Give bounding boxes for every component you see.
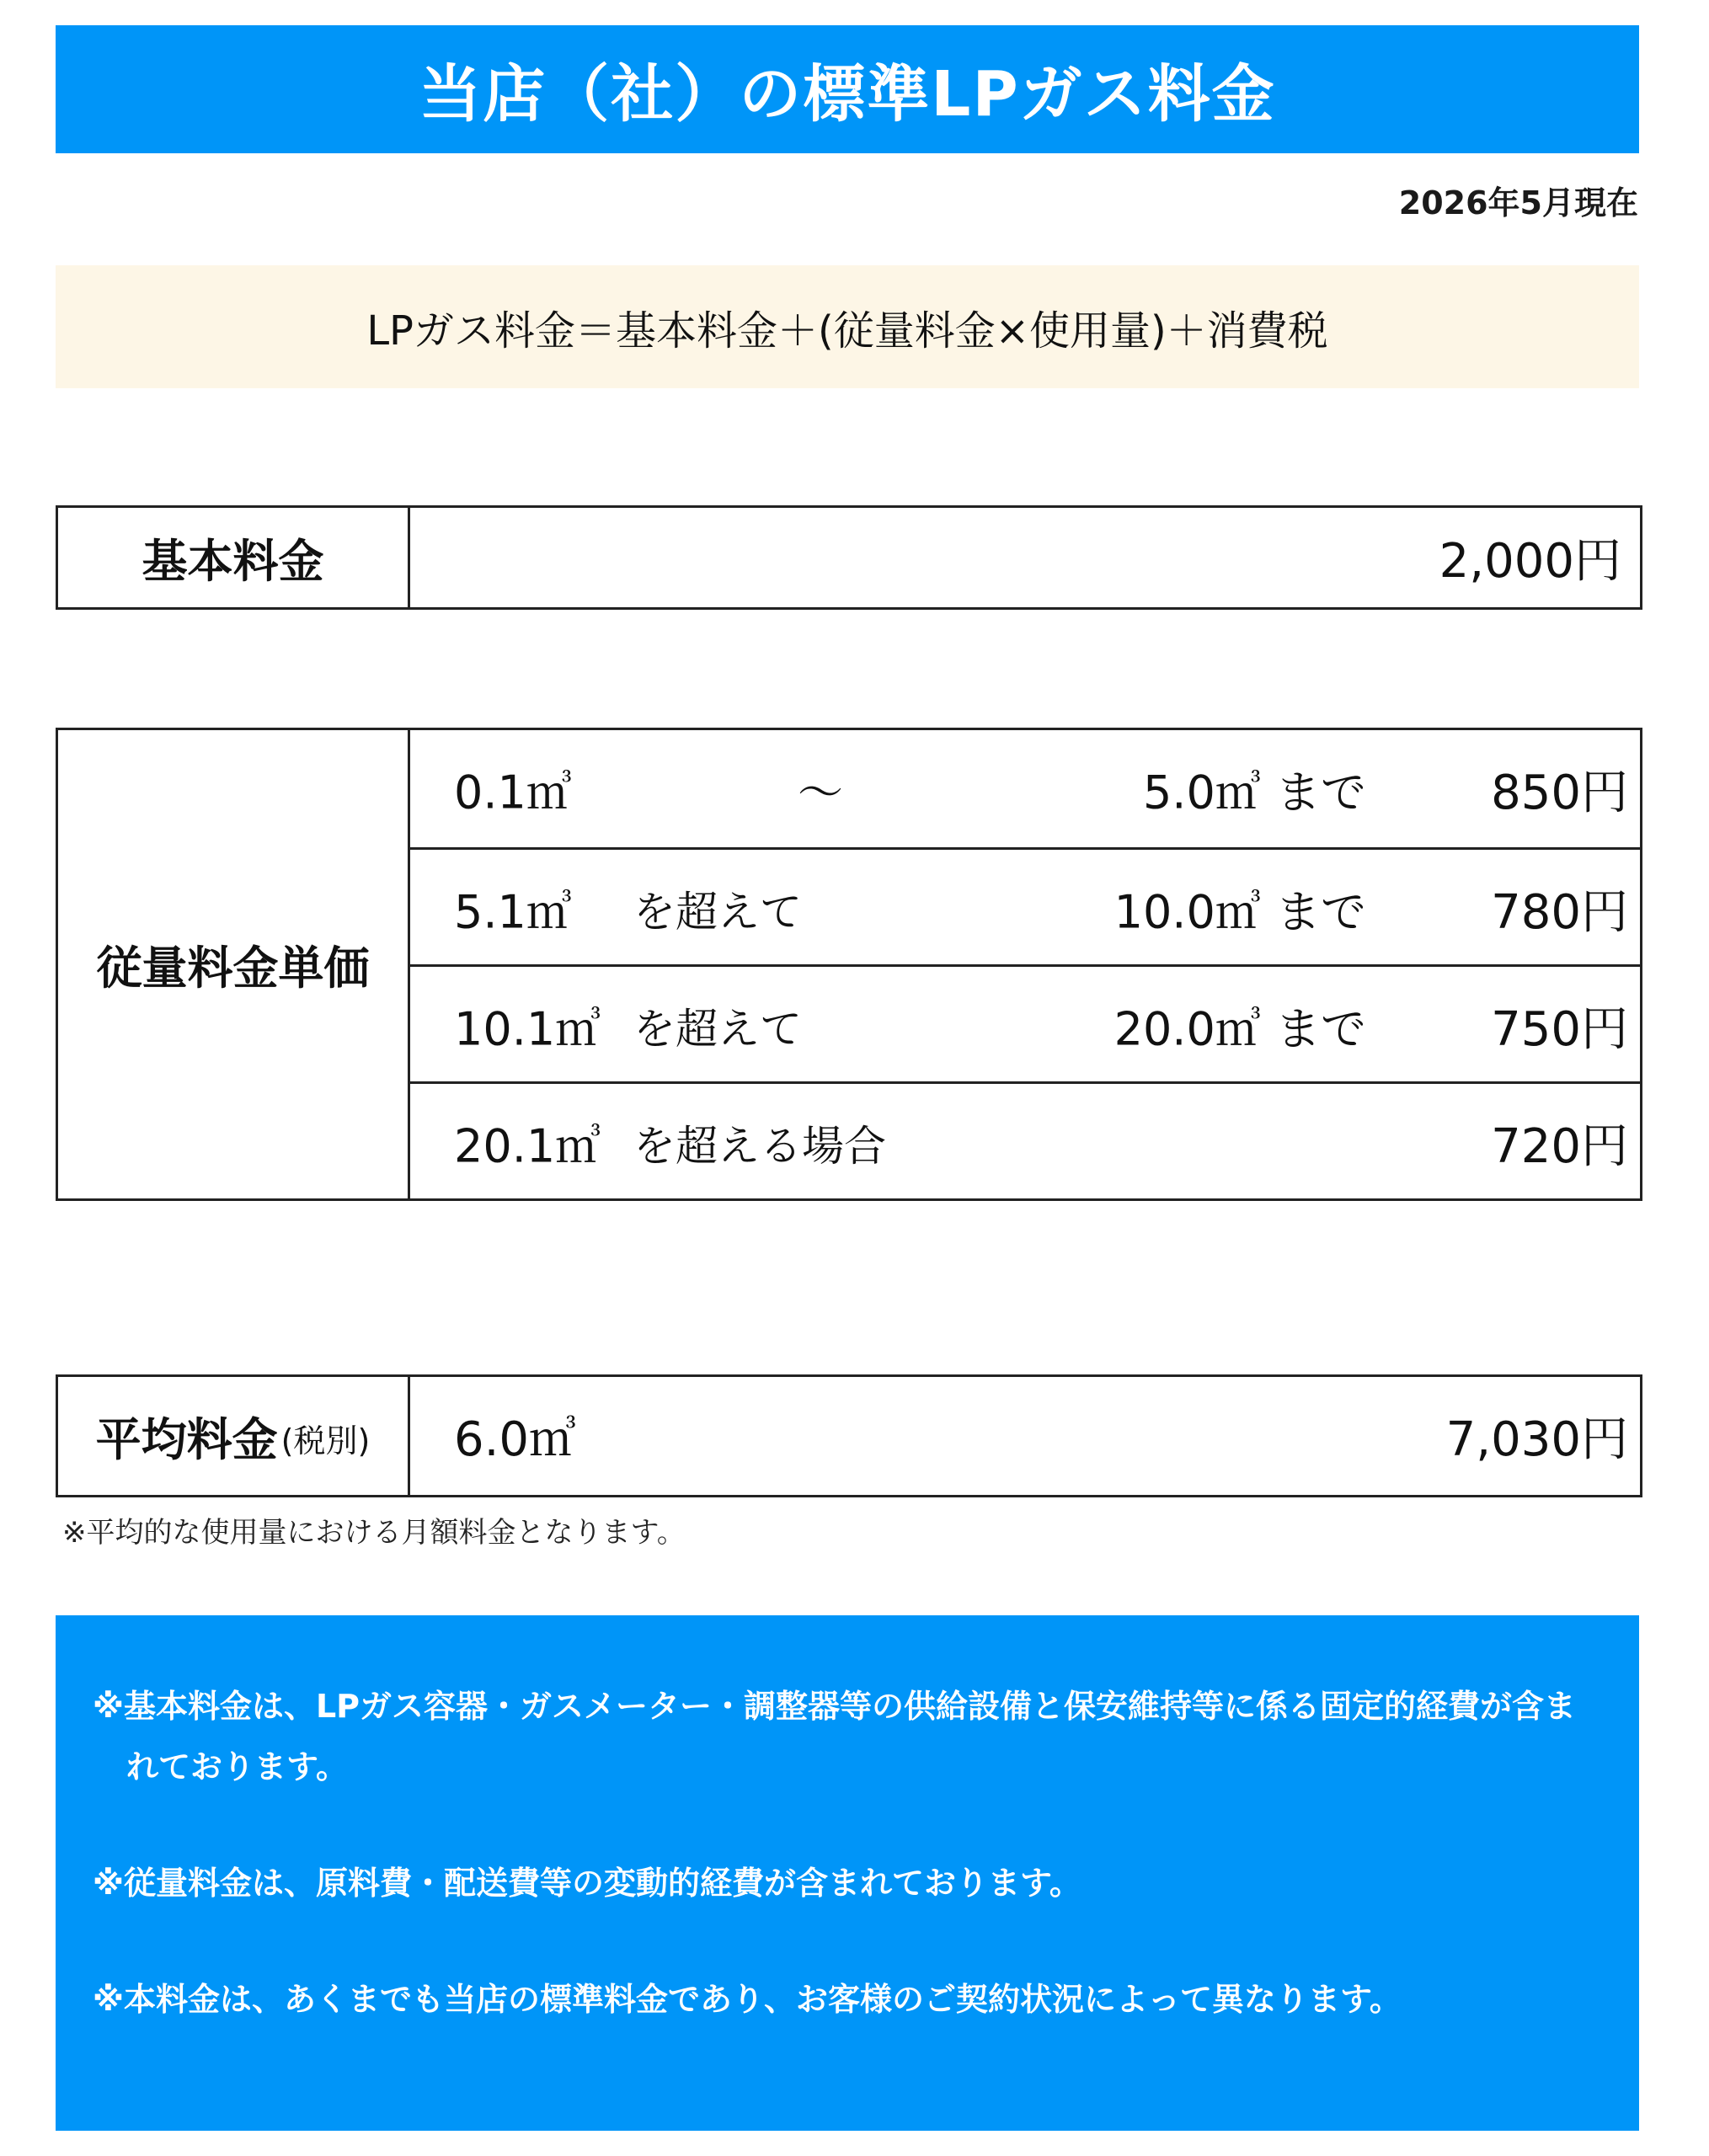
tier-to: 10.0㎥ まで [1114,885,1366,938]
tier-from: 0.1㎥ [454,766,572,819]
tier-from: 10.1㎥ [454,1002,601,1055]
tier-from: 20.1㎥ [454,1119,601,1172]
tier-from: 5.1㎥ [454,885,572,938]
pricing-formula: LPガス料金＝基本料金＋(従量料金×使用量)＋消費税 [56,265,1639,388]
average-price: 7,030円 [1445,1412,1628,1467]
average-volume: 6.0㎥ [454,1412,577,1467]
usage-tier-row [410,730,1640,847]
note-basic-fee: ※基本料金は、LPガス容器・ガスメーター・調整器等の供給設備と保安維持等に係る固定的経費が含まれております。 [93,1688,1577,1785]
average-footnote: ※平均的な使用量における月額料金となります。 [62,1516,686,1550]
tier-qualifier: を超えて [633,887,802,937]
basic-fee-table [56,505,1642,610]
usage-fee-rows [410,730,1640,1198]
usage-fee-label: 従量料金単価 [58,730,410,1198]
tax-excluded-note: (税別) [280,1422,371,1460]
tier-to: 5.0㎥ まで [1142,766,1366,819]
usage-tier-row [410,964,1640,1084]
notes-panel [56,1615,1639,2131]
note-usage-fee: ※従量料金は、原料費・配送費等の変動的経費が含まれております。 [93,1865,1081,1902]
tier-price: 850円 [1491,765,1628,820]
basic-fee-price: 2,000円 [1439,534,1621,589]
tier-price: 720円 [1491,1118,1628,1174]
tier-to: 20.0㎥ まで [1114,1002,1366,1055]
usage-tier-row [410,847,1640,967]
page-title: 当店（社）の標準LPガス料金 [56,25,1639,153]
average-fee-label [58,1377,410,1495]
tier-qualifier: を超える場合 [633,1121,886,1171]
note-standard-rate: ※本料金は、あくまでも当店の標準料金であり、お客様のご契約状況によって異なります。 [93,1981,1402,2018]
usage-fee-table [56,728,1642,1201]
as-of-date: 2026年5月現在 [1398,184,1638,221]
tier-qualifier: を超えて [633,1004,802,1054]
tier-price: 780円 [1491,884,1628,940]
tier-price: 750円 [1491,1001,1628,1057]
usage-tier-row [410,1081,1640,1201]
tier-range-tilde: ～ [798,766,843,819]
basic-fee-cell [410,508,1640,607]
basic-fee-label: 基本料金 [58,508,410,607]
average-fee-cell [410,1377,1640,1495]
average-fee-label-text: 平均料金 [95,1412,278,1466]
average-fee-table [56,1374,1642,1497]
